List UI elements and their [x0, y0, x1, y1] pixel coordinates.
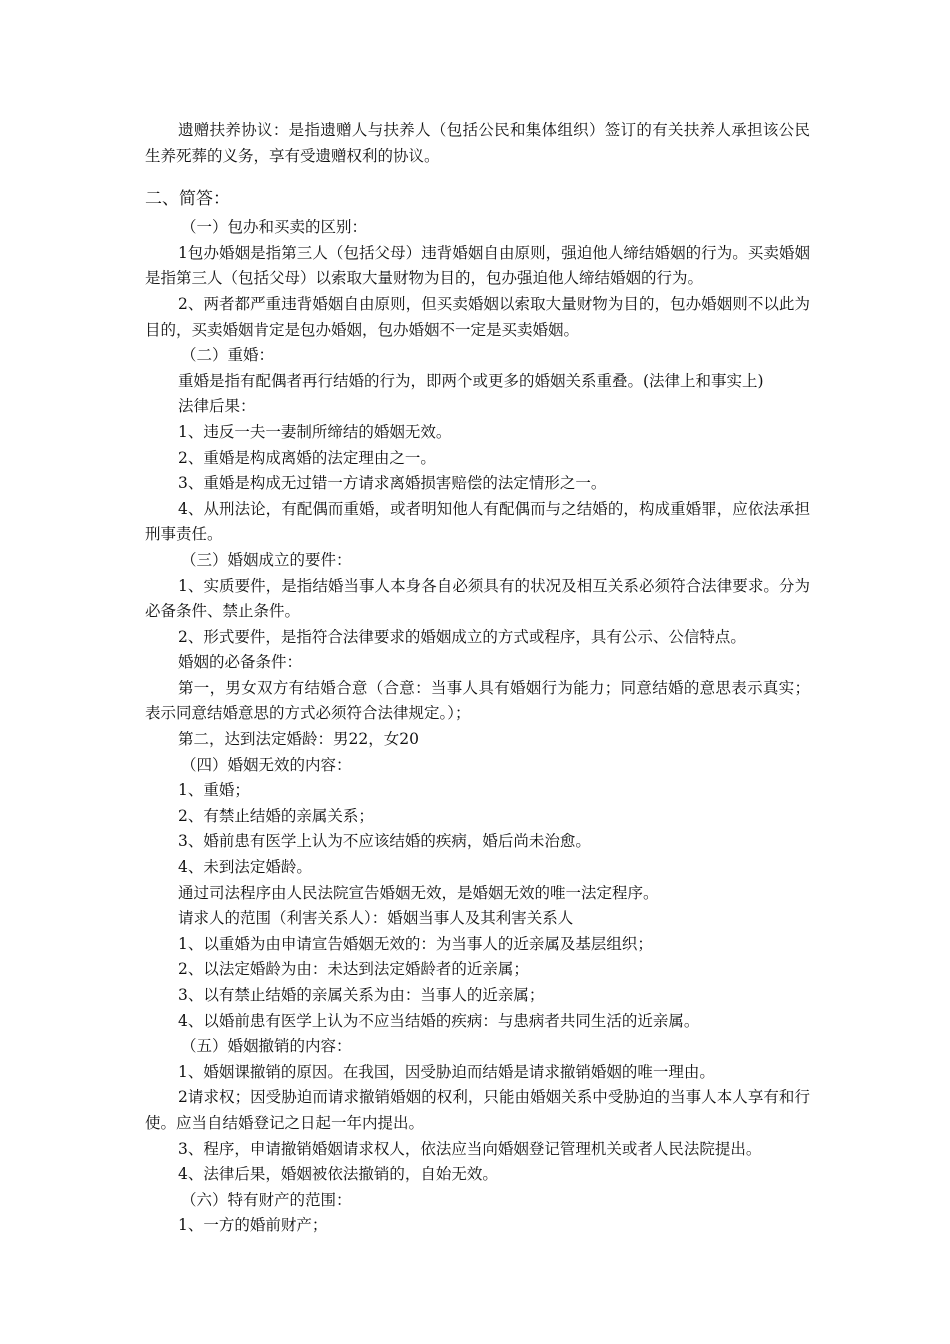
- list-item: 4、未到法定婚龄。: [178, 858, 312, 877]
- list-item: 2、有禁止结婚的亲属关系；: [178, 806, 374, 825]
- paragraph-gap: [145, 169, 810, 183]
- list-item: 1、重婚；: [178, 781, 250, 800]
- list-item: 1、实质要件，是指结婚当事人本身各自必须具有的状况及相互关系必须符合法律要求。分为必备条件、禁止条件。: [145, 576, 810, 621]
- list-item: 2、重婚是构成离婚的法定理由之一。: [178, 448, 436, 467]
- paragraph: 第二，达到法定婚龄：男22，女20: [178, 730, 419, 749]
- list-item: 2、形式要件，是指符合法律要求的婚姻成立的方式或程序，具有公示、公信特点。: [178, 627, 746, 646]
- list-item: 3、以有禁止结婚的亲属关系为由：当事人的近亲属；: [178, 986, 545, 1004]
- list-item: 3、程序，申请撤销婚姻请求权人，依法应当向婚姻登记管理机关或者人民法院提出。: [178, 1139, 762, 1158]
- list-item: 2、以法定婚龄为由：未达到法定婚龄者的近亲属；: [178, 960, 529, 979]
- list-item: 3、婚前患有医学上认为不应该结婚的疾病，婚后尚未治愈。: [178, 832, 591, 851]
- subsection-heading: （三）婚姻成立的要件：: [181, 550, 352, 569]
- section-heading: 二、简答：: [145, 189, 230, 210]
- paragraph: 重婚是指有配偶者再行结婚的行为，即两个或更多的婚姻关系重叠。(法律上和事实上): [178, 371, 764, 390]
- paragraph: 通过司法程序由人民法院宣告婚姻无效，是婚姻无效的唯一法定程序。: [178, 883, 659, 902]
- list-item: 1、一方的婚前财产；: [178, 1216, 328, 1235]
- subsection-heading: （四）婚姻无效的内容：: [181, 755, 352, 774]
- subsection-heading: （二）重婚：: [181, 346, 275, 365]
- document-body: [145, 118, 810, 1239]
- list-item: 1、以重婚为由申请宣告婚姻无效的：为当事人的近亲属及基层组织；: [178, 934, 653, 953]
- paragraph: 婚姻的必备条件：: [178, 653, 303, 672]
- paragraph: 1包办婚姻是指第三人（包括父母）违背婚姻自由原则，强迫他人缔结婚姻的行为。买卖婚姻是指第三人（包括父母）以索取大量财物为目的，包办强迫他人缔结婚姻的行为。: [145, 243, 810, 288]
- paragraph: 请求人的范围（利害关系人）：婚姻当事人及其利害关系人: [178, 909, 574, 928]
- paragraph-definition: 遗赠扶养协议：是指遗赠人与扶养人（包括公民和集体组织）签订的有关扶养人承担该公民生养死葬的义务，享有受遗赠权利的协议。: [145, 121, 810, 165]
- list-item: 1、违反一夫一妻制所缔结的婚姻无效。: [178, 422, 452, 441]
- paragraph: 第一，男女双方有结婚合意（合意：当事人具有婚姻行为能力；同意结婚的意思表示真实；表示同意结婚意思的方式必须符合法律规定。）；: [145, 678, 810, 723]
- subsection-heading: （五）婚姻撤销的内容：: [181, 1037, 352, 1056]
- list-item: 4、以婚前患有医学上认为不应当结婚的疾病：与患病者共同生活的近亲属。: [178, 1011, 700, 1030]
- list-item: 4、从刑法论，有配偶而重婚，或者明知他人有配偶而与之结婚的，构成重婚罪，应依法承担刑事责任。: [145, 499, 810, 544]
- subsection-heading: （一）包办和买卖的区别：: [181, 218, 368, 237]
- list-item: 4、法律后果，婚姻被依法撤销的，自始无效。: [178, 1165, 498, 1184]
- list-item: 2请求权；因受胁迫而请求撤销婚姻的权利，只能由婚姻关系中受胁迫的当事人本人享有和行使。应当自结婚登记之日起一年内提出。: [145, 1088, 810, 1132]
- paragraph: 2、两者都严重违背婚姻自由原则，但买卖婚姻以索取大量财物为目的，包办婚姻则不以此为目的，买卖婚姻肯定是包办婚姻，包办婚姻不一定是买卖婚姻。: [145, 294, 810, 339]
- subsection-heading: （六）特有财产的范围：: [181, 1190, 352, 1209]
- paragraph: 法律后果：: [178, 397, 256, 416]
- list-item: 3、重婚是构成无过错一方请求离婚损害赔偿的法定情形之一。: [178, 474, 607, 493]
- list-item: 1、婚姻课撤销的原因。在我国，因受胁迫而结婚是请求撤销婚姻的唯一理由。: [178, 1062, 715, 1081]
